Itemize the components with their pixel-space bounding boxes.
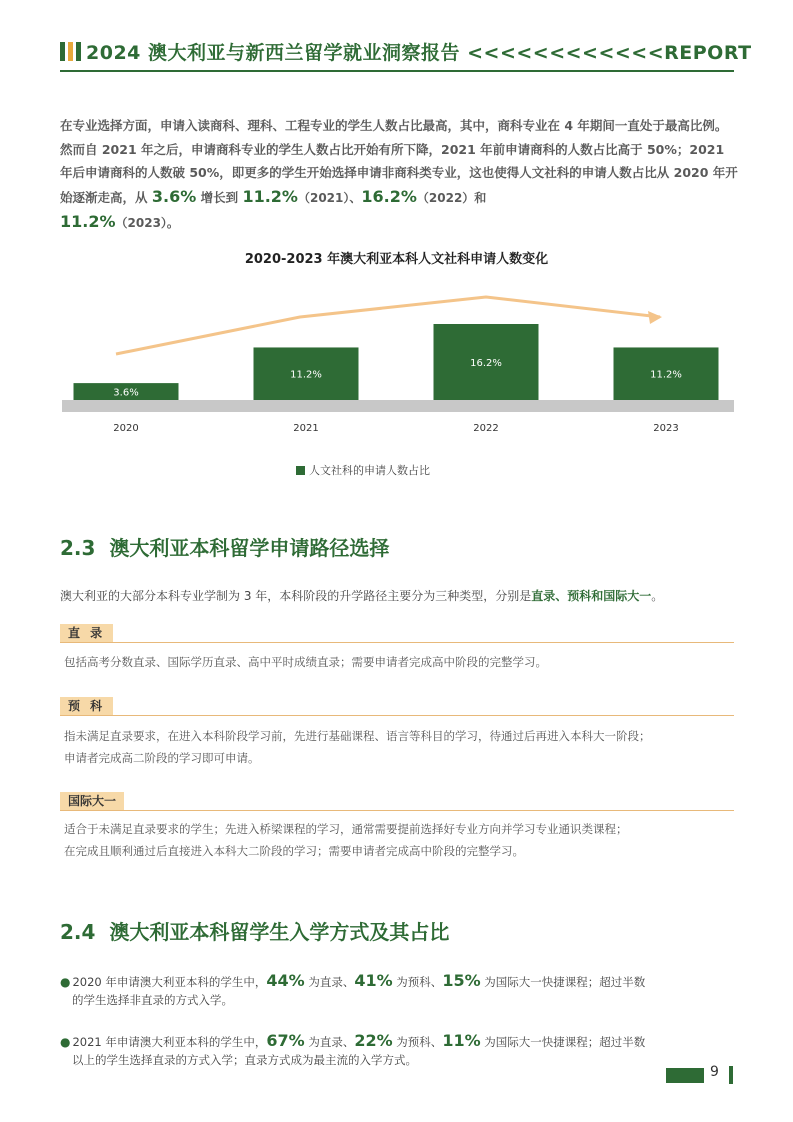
desc-line: 适合于未满足直录要求的学生；先进入桥梁课程的学习，通常需要提前选择好专业方向并学习专业通识类课程； [64,822,628,836]
intro-suffix: 。 [651,589,664,603]
intro-value-2023: 11.2% [60,212,116,231]
legend-swatch [296,466,305,475]
footer-bar [666,1068,704,1083]
tag-divider [60,715,734,716]
desc-line: 指未满足直录要求，在进入本科阶段学习前，先进行基础课程、语言等科目的学习，待通过后再进入本科大一阶段； [64,729,651,743]
trend-arrow-line [116,297,660,354]
section-title: 澳大利亚本科留学申请路径选择 [109,536,390,560]
intro-text-2: 增长到 [196,189,243,205]
pct-direct: 44% [266,971,305,990]
desc-line: 申请者完成高二阶段的学习即可申请。 [64,751,260,765]
bullet-text: 为预科、 [392,1035,443,1049]
desc-line: 在完成且顺利通过后直接进入本科大二阶段的学习；需要申请者完成高中阶段的完整学习。 [64,844,524,858]
direct-entry-desc [64,651,740,673]
tag-divider [60,642,734,643]
bar-value-label: 11.2% [650,369,682,381]
pct-direct: 67% [266,1031,305,1050]
diploma-desc [64,818,740,862]
header-bar-2 [68,42,73,61]
bar-value-label: 11.2% [290,369,322,381]
intro-text: 澳大利亚的大部分本科专业学制为 3 年，本科阶段的升学路径主要分为三种类型，分别是 [60,589,532,603]
section-number: 2.4 [60,920,96,944]
footer-tick [729,1066,733,1084]
x-tick-label: 2023 [653,423,679,434]
intro-value-2022: 16.2% [361,186,417,206]
x-tick-label: 2020 [113,423,139,434]
section-number: 2.3 [60,536,96,560]
section-2-4-heading [60,916,449,945]
tag-direct-entry: 直 录 [60,624,113,643]
header-bar-1 [60,42,65,61]
section-title: 澳大利亚本科留学生入学方式及其占比 [109,920,450,944]
bullet-text: 为预科、 [392,975,443,989]
bullet-line-2: 以上的学生选择直录的方式入学；直录方式成为最主流的入学方式。 [72,1053,417,1067]
bullet-text: 为国际大一快捷课程；超过半数 [480,1035,646,1049]
tag-divider [60,810,734,811]
bullet-2020 [60,972,740,1009]
intro-year-2021: （2021）、 [297,190,362,205]
intro-paragraph [60,114,738,236]
trend-arrow-head-icon [648,311,662,324]
x-tick-label: 2021 [293,423,319,434]
chart-base [62,400,734,412]
legend-label: 人文社科的申请人数占比 [309,464,430,477]
bullet-dot-icon: ● [60,1035,71,1049]
report-title: 2024 澳大利亚与新西兰留学就业洞察报告 <<<<<<<<<<<<REPORT [86,42,752,64]
bullet-dot-icon: ● [60,975,71,989]
x-tick-label: 2022 [473,423,499,434]
bullet-2021 [60,1032,740,1069]
desc-line: 包括高考分数直录、国际学历直录、高中平时成绩直录；需要申请者完成高中阶段的完整学习。 [64,655,547,669]
tag-foundation: 预 科 [60,697,113,716]
pct-diploma: 15% [442,971,481,990]
bullet-text: 2020 年申请澳大利亚本科的学生中， [72,975,267,989]
pct-foundation: 22% [354,1031,393,1050]
intro-year-2023: （2023）。 [115,216,179,230]
bullet-text: 2021 年申请澳大利亚本科的学生中， [72,1035,267,1049]
pct-foundation: 41% [354,971,393,990]
section-2-3-heading [60,532,389,561]
pct-diploma: 11% [442,1031,481,1050]
highlighted-paths: 直录、预科和国际大一 [531,589,652,603]
bar-chart [0,280,793,450]
tag-diploma: 国际大一 [60,792,124,811]
header-divider [60,70,734,72]
bar-value-label: 16.2% [470,358,502,369]
intro-value-2020: 3.6% [151,186,197,206]
intro-text: 在专业选择方面，申请入读商科、理科、工程专业的学生人数占比最高，其中，商科专业在 4 年期间一直处于最高比例。然而自 2021 年之后，申请商科专业的学生人数占比开始有所下降，2021 年前申请商科的人数占比高于 50%；2021 年后申请商科的人数破 50%，即更多的学生开始选择申请非商科类专业，这也使得人文社科的申请人数占比从 2020 年开始逐渐走高，从 [60,118,738,205]
bar-value-label: 3.6% [113,387,139,399]
foundation-desc [64,725,740,769]
intro-year-2022: （2022）和 [416,190,487,205]
chart-legend [296,462,430,478]
header-logo-bars [60,42,81,61]
bullet-text: 为直录、 [304,1035,355,1049]
bullet-text: 为直录、 [304,975,355,989]
section-2-3-intro [60,585,740,607]
header-bar-3 [76,42,81,61]
intro-value-2021: 11.2% [242,186,298,206]
page-number: 9 [710,1064,719,1080]
chart-title: 2020-2023 年澳大利亚本科人文社科申请人数变化 [244,252,549,267]
bullet-text: 为国际大一快捷课程；超过半数 [480,975,646,989]
bullet-line-2: 的学生选择非直录的方式入学。 [72,993,233,1007]
